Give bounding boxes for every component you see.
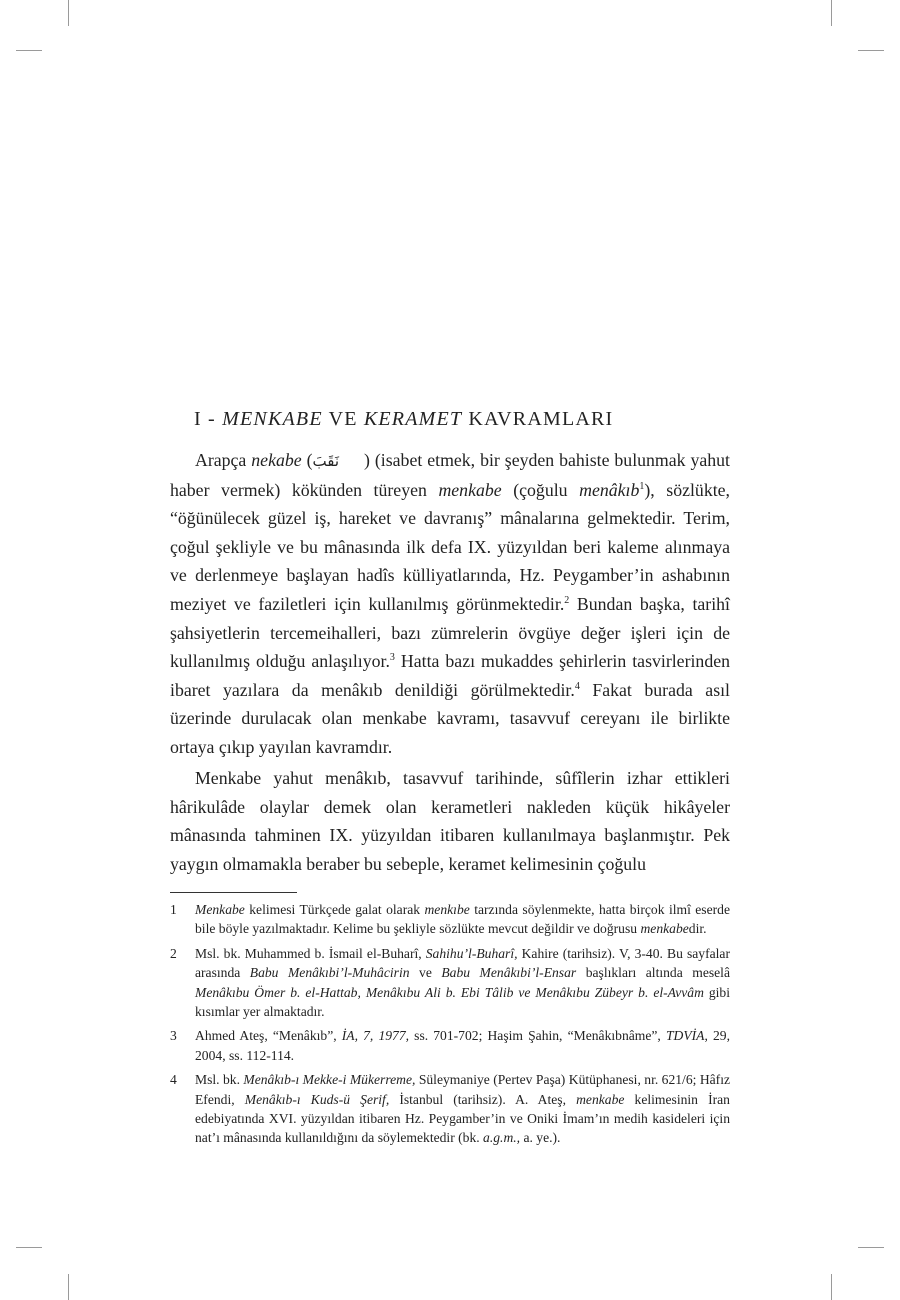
crop-mark-right-bottom [858,1247,884,1248]
footnote-number: 4 [170,1072,177,1088]
crop-mark-right-top [858,50,884,51]
heading-term-menkabe: MENKABE [222,408,323,430]
body-paragraph-1: Arapça nekabe (نَقَبَ ) (isabet etmek, bir şeyden bahiste bulunmak yahut haber vermek) kökünden türeyen menkabe (çoğulu menâkıb$^1$), sözlükte, “öğünülecek güzel iş, hareket ve davranış” mânalarına gelmektedir. Terim, çoğul şekliyle ve bu mânasında ilk defa IX. yüzyıldan beri kaleme alınmaya ve derlenmeye başlayan hadîs külliyatlarında, Hz. Peygamber’in ashabının meziyet ve faziletleri için kullanılmış görünmektedir.$^2$ Bundan başka, tarihî şahsiyetlerin tercemeihalleri, bazı zümrelerin övgüye değer işleri için de kullanılmış olduğu anlaşılıyor.$^3$ Hatta bazı mukaddes şehirlerin tasvirlerinden ibaret yazılara da menâkıb denildiği görülmektedir.$^4$ Fakat burada asıl üzerinde durulacak olan menkabe kavramı, tasavvuf cereyanı ile birlikte ortaya çıkıp yayılan kavramdır. [170,446,730,762]
footnote-2 [170,944,730,1022]
footnote-ref-4[interactable]: 4 [574,680,580,692]
section-heading: I - MENKABE VE KERAMET KAVRAMLARI [194,408,614,430]
footnote-ref-1[interactable]: 1 [639,480,645,492]
crop-mark-top-right [831,0,832,26]
footnote-text: Ahmed Ateş, “Menâkıb”, İA, 7, 1977, ss. 701-702; Haşim Şahin, “Menâkıbnâme”, TDVİA, 29, 2004, ss. 112-114. [195,1028,730,1063]
arabic-root-word: نَقَبَ [312,452,340,470]
crop-mark-top-left [68,0,69,26]
footnote-number: 2 [170,945,177,961]
footnote-text: Msl. bk. Muhammed b. İsmail el-Buharî, Sahihu’l-Buharî, Kahire (tarihsiz). V, 3-40. Bu sayfalar arasında Babu Menâkıbi’l-Muhâcirin ve Babu Menâkıbi’l-Ensar başlıkları altında meselâ Menâkıbu Ömer b. el-Hattab, Menâkıbu Ali b. Ebi Tâlib ve Menâkıbu Zübeyr b. el-Avvâm gibi kısımlar yer almaktadır. [195,945,730,1020]
footnote-text: Menkabe kelimesi Türkçede galat olarak menkıbe tarzında söylenmekte, hatta birçok ilmî eserde bile böyle yazılmaktadır. Kelime bu şekliyle sözlükte mevcut değildir ve doğrusu menkabedir. [195,902,730,937]
footnote-number: 3 [170,1028,177,1044]
footnote-separator [170,892,297,893]
crop-mark-bottom-right [831,1274,832,1300]
crop-mark-left-top [16,50,42,51]
footnote-3 [170,1026,730,1065]
footnote-ref-3[interactable]: 3 [389,652,395,664]
footnote-4 [170,1070,730,1148]
footnote-ref-2[interactable]: 2 [564,595,570,607]
footnote-text: Msl. bk. Menâkıb-ı Mekke-i Mükerreme, Süleymaniye (Pertev Paşa) Kütüphanesi, nr. 621/6; Hâfız Efendi, Menâkıb-ı Kuds-ü Şerif, İstanbul (tarihsiz). A. Ateş, menkabe kelimesinin İran edebiyatında XVI. yüzyıldan itibaren Hz. Peygamber’in ve Oniki İmam’ın medih kasideleri için nat’ı mânasında kullanıldığını da söylemektedir (bk. a.g.m., a. ye.). [195,1072,731,1146]
footnote-number: 1 [170,902,177,917]
body-paragraph-2: Menkabe yahut menâkıb, tasavvuf tarihinde, sûfîlerin izhar ettikleri hârikulâde olaylar demek olan kerametleri nakleden küçük hikâyeler mânasında tahminen IX. yüzyıldan itibaren kullanılmaya başlanmıştır. Pek yaygın olmamakla beraber bu sebeple, keramet kelimesinin çoğulu [170,768,730,874]
footnote-1 [170,900,730,939]
crop-mark-bottom-left [68,1274,69,1300]
heading-term-keramet: KERAMET [363,408,463,430]
footnotes [170,900,730,1153]
crop-mark-left-bottom [16,1247,42,1248]
